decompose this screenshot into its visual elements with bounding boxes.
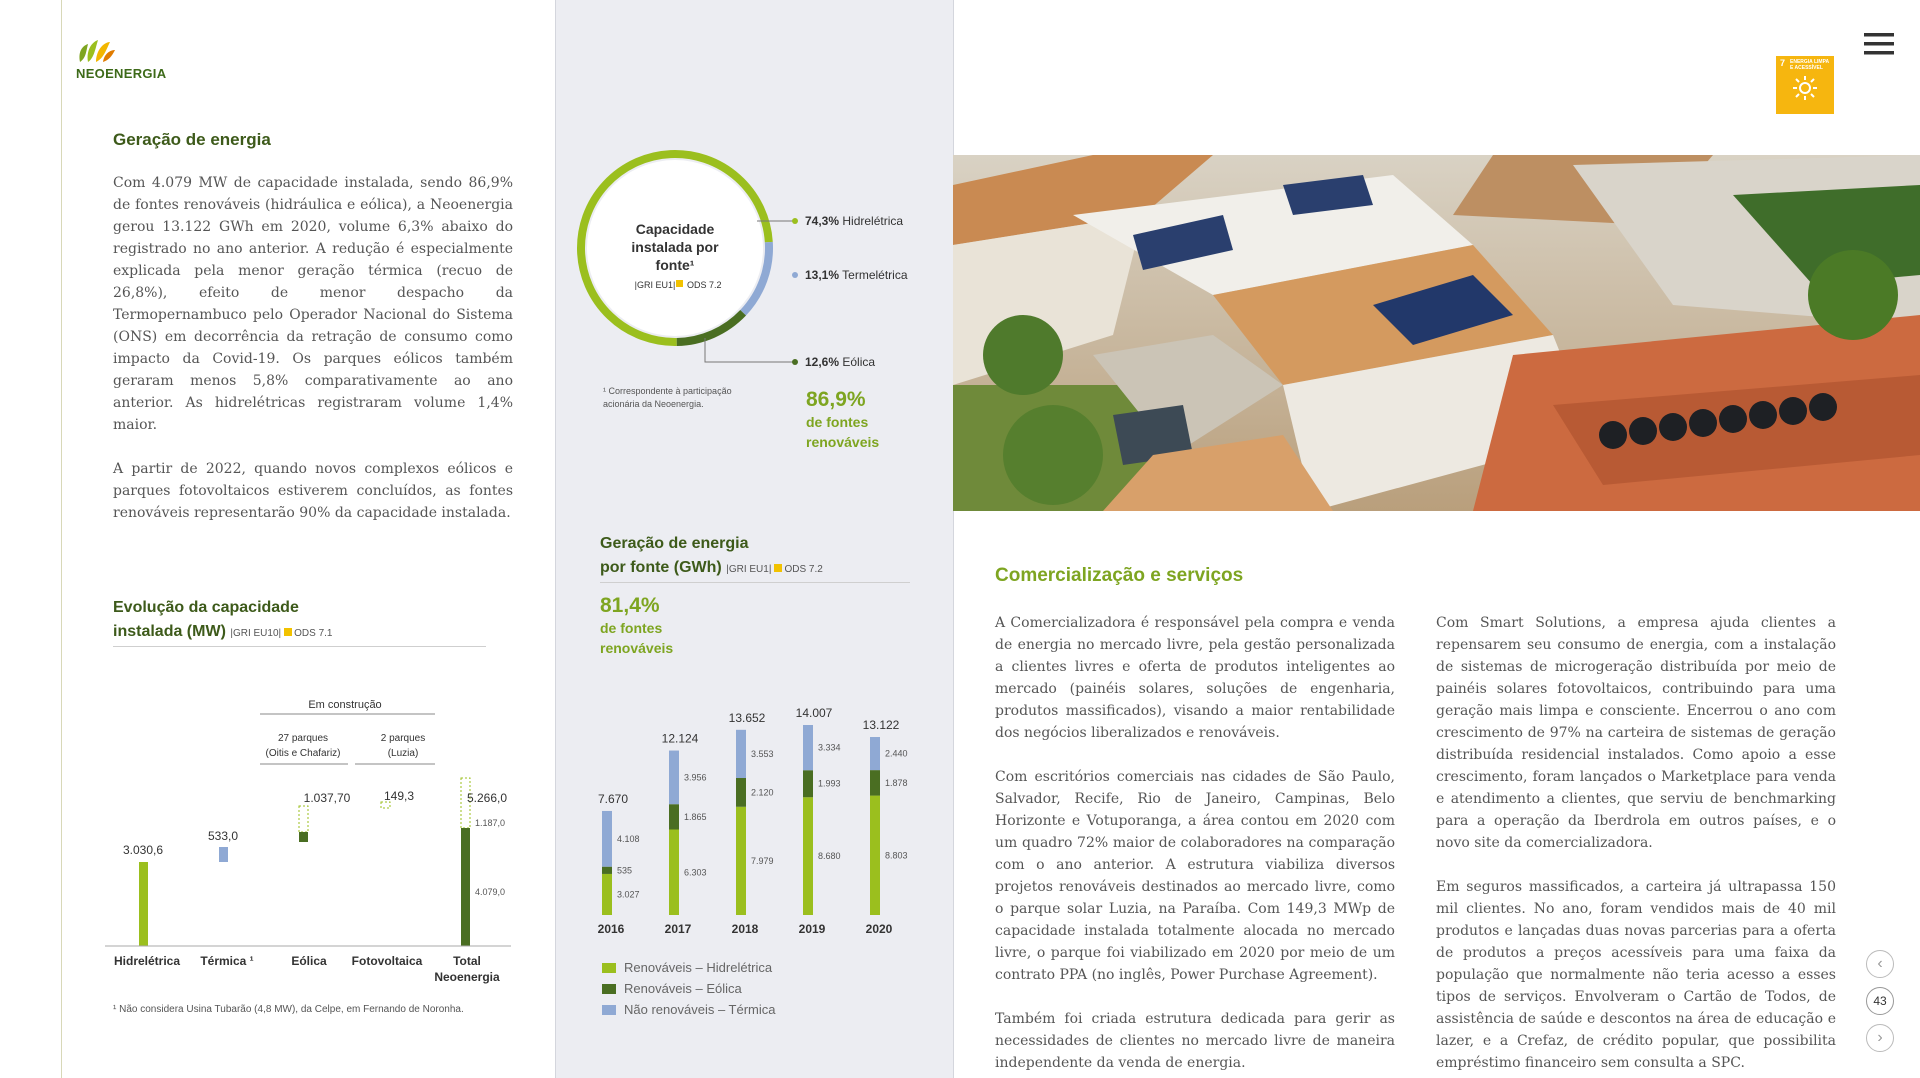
year-label: 2016 [597,922,625,936]
legend-item [602,981,776,996]
highlight-text: de fontes [806,414,869,430]
bar-eolica-construction [299,806,308,832]
waterfall-chart-title: Evolução da capacidade instalada (MW) |GRI EU10| ODS 7.1 [113,596,333,646]
sdg-7-badge [1776,56,1834,114]
bar-segment-termica [669,751,679,805]
group1-label: 27 parques [277,733,329,744]
bar-segment-eolica [669,804,679,829]
segment-value-label: 1.993 [818,778,841,789]
bar-segment-termica [803,725,813,770]
highlight-text: renováveis [600,640,674,656]
hamburger-icon [1864,32,1894,56]
bar-hidreletrica [139,862,148,946]
donut-footnote [603,385,732,411]
column-divider-left [555,0,556,1078]
chevron-left-icon: ‹ [1877,955,1883,972]
paragraph: Também foi criada estrutura dedicada para gerir as necessidades de clientes no mercado livre de maneira independente da venda de energia. [995,1011,1395,1071]
segment-value-label: 535 [617,865,633,876]
gri-tag: |GRI EU1| [634,280,676,290]
sdg-number: 7 [1780,58,1786,68]
year-label: 2018 [731,922,759,936]
right-column-1 [995,612,1395,1078]
gri-tag: GRI EU10 [232,628,279,639]
segment-value-label: 4.108 [617,833,640,844]
highlight-text: renováveis [806,434,880,450]
neoenergia-logo[interactable] [76,36,166,81]
bar-segment-eolica [602,867,612,874]
section-title-geracao: Geração de energia [113,130,271,149]
paragraph: Com escritórios comerciais nas cidades de São Paulo, Salvador, Recife, Rio de Janeiro, Campinas, Belo Horizonte e Votuporanga, a área contou em 2020 com um quadro 72% maior de colaboradores na comparação com o ano anterior. A estrutura viabiliza diversos projetos renováveis destinados ao mercado livre, como o parque solar Luzia, na Paraíba. Com 149,3 MWp de capacidade instalada totalmente alocada no mercado livre, o parque foi viabilizado em 2020 por meio de um contrato PPA (no inglês, Power Purchase Agreement). [995,769,1395,983]
highlight-pct: 81,4% [600,594,660,617]
year-label: 2019 [798,922,826,936]
left-footnote: ¹ Não considera Usina Tubarão (4,8 MW), da Celpe, em Fernando de Noronha. [113,1004,464,1015]
title-underline [600,582,910,583]
total-value-label: 7.670 [597,791,629,806]
legend-dot [792,272,798,278]
ods-square [676,280,683,287]
total-value-label: 13.122 [862,718,900,733]
total-value-label: 13.652 [728,710,766,725]
donut-legend-item: 13,1% Termelétrica [805,268,908,282]
bar-segment-hidreletrica [870,796,880,915]
menu-button[interactable] [1864,32,1894,56]
donut-legend-item: 74,3% Hidrelétrica [805,214,904,228]
donut-title-line: fonte¹ [655,257,695,273]
highlight-text: de fontes [600,620,663,636]
total-value-label: 14.007 [795,706,833,720]
segment-value-label: 1.865 [684,811,707,822]
footnote-line: acionária da Neoenergia. [603,399,704,409]
bar-segment-hidreletrica [803,797,813,915]
category-label: Fotovoltaica [351,954,423,968]
category-label: Total Neoenergia [434,954,500,984]
bar-segment-termica [870,737,880,770]
donut-title-line: instalada por [631,239,719,255]
logo-leaves-icon [76,36,116,64]
margin-rule [61,0,62,1078]
title-underline [113,646,486,647]
chart-title-line: Geração de energia [600,535,749,552]
legend-swatch [602,1005,616,1015]
segment-value-label: 3.553 [751,748,774,759]
stack-label: 4.079,0 [475,887,506,897]
bar-termica [219,847,228,862]
houses-solar-panels-photo [953,155,1920,511]
section-title-comercializacao: Comercialização e serviços [995,565,1244,586]
next-page-button[interactable] [1866,1024,1894,1052]
legend-label: Renováveis – Hidrelétrica [624,960,773,975]
category-label: Térmica ¹ [200,954,254,968]
legend-item [602,960,776,975]
ods-tag: ODS 7.1 [294,628,333,639]
bar-segment-hidreletrica [669,830,679,915]
construction-label: Em construção [308,699,382,711]
highlight-pct: 86,9% [806,388,866,411]
category-label: Eólica [291,954,327,968]
legend-item [602,1002,776,1017]
leader-line [705,338,793,362]
prev-page-button[interactable] [1866,950,1894,978]
ods-tag: ODS 7.2 [687,280,722,290]
generation-highlight [600,594,673,658]
total-value-label: 12.124 [661,731,699,746]
legend-dot [792,218,798,224]
bar-segment-eolica [803,770,813,797]
chevron-right-icon: › [1877,1029,1883,1046]
bar-segment-hidreletrica [736,807,746,915]
stack-label: 1.187,0 [475,818,506,828]
sdg-title: ENERGIA LIMPA E ACESSÍVEL [1790,59,1830,71]
waterfall-chart [105,690,525,990]
donut-legend-item: 12,6% Eólica [805,355,876,369]
page-number: 43 [1866,987,1894,1015]
donut-title-line: Capacidade [635,221,715,237]
paragraph: Com Smart Solutions, a empresa ajuda clientes a repensarem seu consumo de energia, com a instalação de sistemas de microgeração distribuída por meio de painéis solares fotovoltaicos, contribuindo para uma geração mais limpa e consciente. Encerrou o ano com crescimento de 97% na carteira de sistemas de geração distribuída residencial instalados. Como apoio a esse crescimento, foram lançados o Marketplace para venda e atendimento a clientes, que serviu de benchmarking para a operação da Iberdrola em outros países, e o novo site da comercializadora. [1436,615,1836,851]
group1-sublabel: (Oitis e Chafariz) [265,748,341,759]
paragraph: Em seguros massificados, a carteira já ultrapassa 150 mil clientes. No ano, foram vendidos mais de 40 mil produtos e lançadas duas novas parcerias para a oferta de produtos a preços acessíveis para uma faixa da população que normalmente não teria acesso a esses tipos de serviços. Envolveram o Cartão de Todos, de assistência de saúde e descontos na área de educação e lazer, e a Crefaz, de crédito popular, que possibilita empréstimo financeiro sem consulta a SPC. [1436,879,1836,1071]
photo-illustration [953,155,1920,511]
segment-value-label: 3.956 [684,772,707,783]
value-label: 5.266,0 [466,791,508,805]
segment-value-label: 1.878 [885,777,908,788]
generation-stacked-bar-chart [590,690,920,940]
year-label: 2017 [664,922,692,936]
bar-total [461,828,470,946]
legend-label: Não renováveis – Térmica [624,1002,776,1017]
bar-segment-eolica [736,778,746,807]
bar-segment-eolica [870,770,880,795]
value-label: 149,3 [383,789,415,803]
value-label: 3.030,6 [122,843,164,857]
chart-title-line: Evolução da capacidade [113,599,299,616]
segment-value-label: 8.680 [818,851,841,862]
group2-label: 2 parques [380,733,426,744]
bar-segment-termica [736,730,746,778]
gri-tag: GRI EU1 [728,564,769,575]
right-column-2 [1436,612,1836,1078]
segment-value-label: 2.440 [885,748,908,759]
bar-segment-hidreletrica [602,874,612,915]
legend-swatch [602,963,616,973]
left-body-text [113,172,513,546]
bar-segment-termica [602,811,612,867]
ods-tag: ODS 7.2 [784,564,823,575]
bar-eolica [299,832,308,842]
generation-legend [602,960,776,1023]
segment-value-label: 8.803 [885,850,908,861]
legend-label: Renováveis – Eólica [624,981,742,996]
paragraph: A Comercializadora é responsável pela compra e venda de energia no mercado livre, pela gestão personalizada a clientes livres e oferta de produtos inteligentes ao mercado (painéis solares, soluções de engenharia, produtos massificados), visando a maior rentabilidade dos negócios liberalizados e renováveis. [995,615,1395,741]
segment-value-label: 3.334 [818,742,841,753]
chart-title-line: por fonte (GWh) [600,559,722,576]
value-label: 1.037,70 [303,791,351,805]
segment-value-label: 6.303 [684,867,707,878]
segment-value-label: 2.120 [751,787,774,798]
chart-title-line: instalada (MW) [113,623,226,640]
legend-dot [792,359,798,365]
legend-swatch [602,984,616,994]
logo-text: NEOENERGIA [76,66,167,81]
footnote-line: ¹ Correspondente à participação [603,386,732,396]
donut-highlight [806,388,879,452]
paragraph: Com 4.079 MW de capacidade instalada, sendo 86,9% de fontes renováveis (hidráulica e eólica), a Neoenergia gerou 13.122 GWh em 2020, volume 6,3% abaixo do registrado no ano anterior. A redução é especialmente explicada pela menor geração térmica (recuo de 26,8%), efeito de menor despacho da Termopernambuco pelo Operador Nacional do Sistema (ONS) em decorrência da retração de consumo como impacto da Covid-19. Os parques eólicos também geraram menos 5,8% comparativamente ao ano anterior. As hidrelétricas registraram volume 1,4% maior. [113,175,513,433]
category-label: Hidrelétrica [113,954,181,968]
generation-chart-title: Geração de energia por fonte (GWh) |GRI EU1| ODS 7.2 [600,532,823,582]
value-label: 533,0 [207,829,239,843]
segment-value-label: 7.979 [751,855,774,866]
sun-icon [1793,76,1817,100]
year-label: 2020 [865,922,893,936]
paragraph: A partir de 2022, quando novos complexos eólicos e parques fotovoltaicos estiverem concluídos, as fontes renováveis representarão 90% da capacidade instalada. [113,461,513,521]
segment-value-label: 3.027 [617,889,640,900]
group2-sublabel: (Luzia) [387,748,419,759]
